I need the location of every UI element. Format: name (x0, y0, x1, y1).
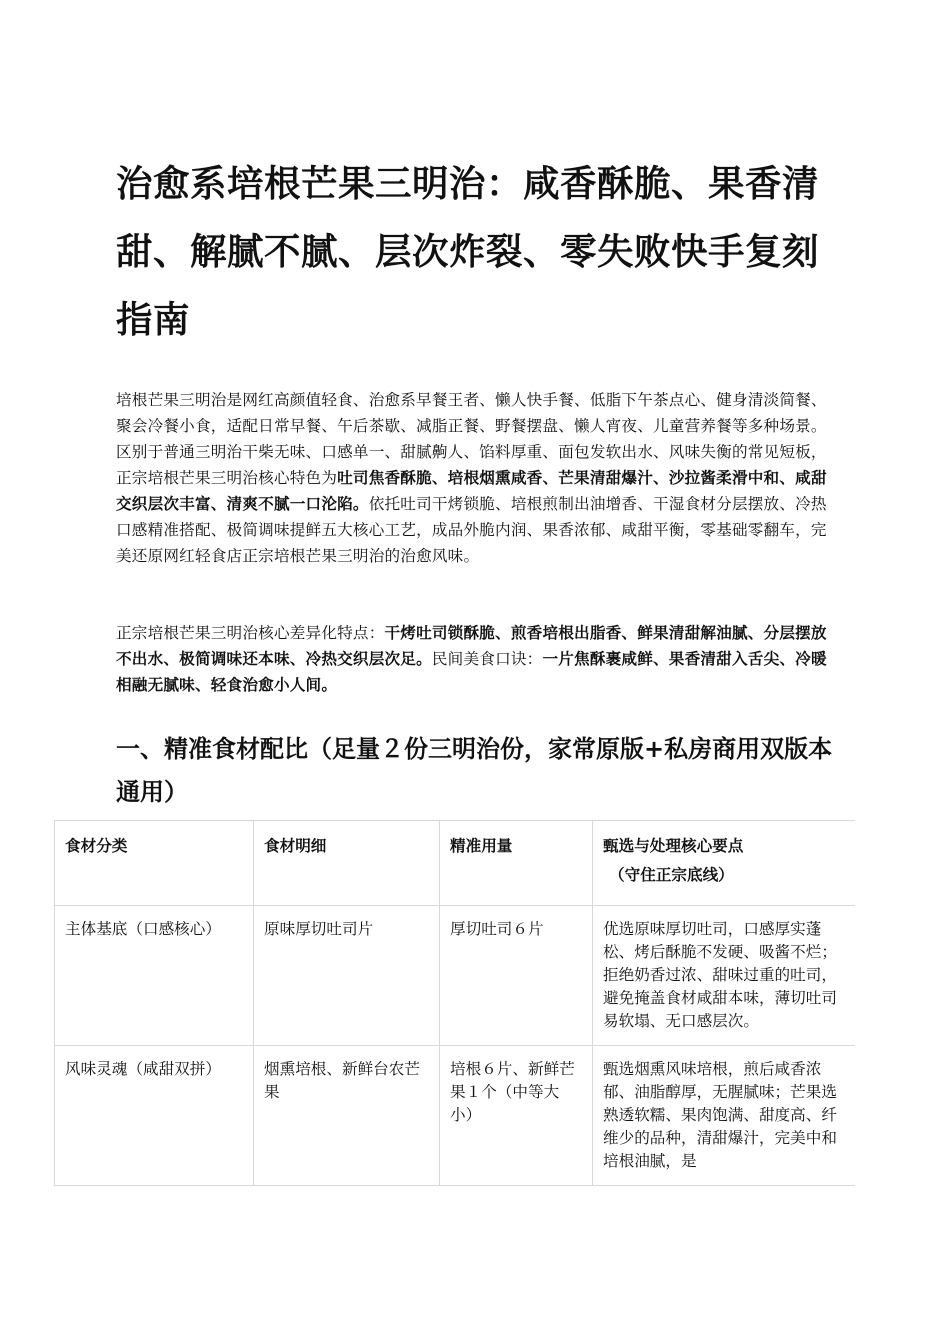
header-detail: 食材明细 (254, 821, 440, 906)
cell-amount: 培根６片、新鲜芒果１个（中等大小） (440, 1046, 593, 1186)
intro-text-1: 培根芒果三明治是网红高颜值轻食、治愈系早餐王者、懒人快手餐、低脂下午茶点心、健身清淡简餐、聚会冷餐小食，适配日常早餐、午后茶歇、减脂正餐、野餐摆盘、懒人宵夜、儿童营养餐等多种场景。区别于普通三明治干柴无味、口感单一、甜腻齁人、馅料厚重、面包发软出水、风味失衡的常见短板，正宗培根芒果三明治核心特色为 (116, 391, 827, 487)
cell-detail: 烟熏培根、新鲜台农芒果 (254, 1046, 440, 1186)
features-label: 正宗培根芒果三明治核心差异化特点： (116, 624, 385, 642)
cell-category: 主体基底（口感核心） (55, 906, 254, 1046)
cell-key-points: 优选原味厚切吐司，口感厚实蓬松、烤后酥脆不发硬、吸酱不烂；拒绝奶香过浓、甜味过重的吐司，避免掩盖食材咸甜本味，薄切吐司易软塌、无口感层次。 (593, 906, 856, 1046)
ingredients-table (54, 820, 855, 1186)
cell-detail: 原味厚切吐司片 (254, 906, 440, 1046)
features-highlight: 干烤吐司锁酥脆、煎香培根出脂香、鲜果清甜解油腻、分层摆放不出水、极简调味还本味、冷热交织层次足。 (116, 624, 827, 668)
document-title: 治愈系培根芒果三明治：咸香酥脆、果香清甜、解腻不腻、层次炸裂、零失败快手复刻指南 (116, 162, 819, 341)
cell-category: 风味灵魂（咸甜双拼） (55, 1046, 254, 1186)
features-paragraph (116, 620, 838, 698)
table-header-row (55, 821, 856, 906)
table-row (55, 1046, 856, 1186)
intro-highlight: 吐司焦香酥脆、培根烟熏咸香、芒果清甜爆汁、沙拉酱柔滑中和、咸甜交织层次丰富、清爽不腻一口沦陷。 (116, 469, 827, 513)
saying-highlight: 一片焦酥裹咸鲜、果香清甜入舌尖、冷暖相融无腻味、轻食治愈小人间。 (116, 650, 827, 694)
table-row (55, 906, 856, 1046)
intro-text-2: 依托吐司干烤锁脆、培根煎制出油增香、干湿食材分层摆放、冷热口感精准搭配、极简调味提鲜五大核心工艺，成品外脆内润、果香浓郁、咸甜平衡，零基础零翻车，完美还原网红轻食店正宗培根芒果三明治的治愈风味。 (116, 495, 827, 565)
section-heading-ingredients: 一、精准食材配比（足量２份三明治份，家常原版+私房商用双版本通用） (116, 735, 833, 806)
header-amount: 精准用量 (440, 821, 593, 906)
header-key-points (593, 821, 856, 906)
header-category: 食材分类 (55, 821, 254, 906)
cell-key-points: 甄选烟熏风味培根，煎后咸香浓郁、油脂醇厚，无腥腻味；芒果选熟透软糯、果肉饱满、甜度高、纤维少的品种，清甜爆汁，完美中和培根油腻，是 (593, 1046, 856, 1186)
header-key-label: 甄选与处理核心要点 (603, 837, 744, 855)
saying-label: 民间美食口诀： (431, 650, 543, 668)
intro-paragraph (116, 387, 838, 569)
cell-amount: 厚切吐司６片 (440, 906, 593, 1046)
ingredients-table-wrapper (54, 820, 855, 1204)
header-key-note: （守住正宗底线） (609, 866, 734, 884)
